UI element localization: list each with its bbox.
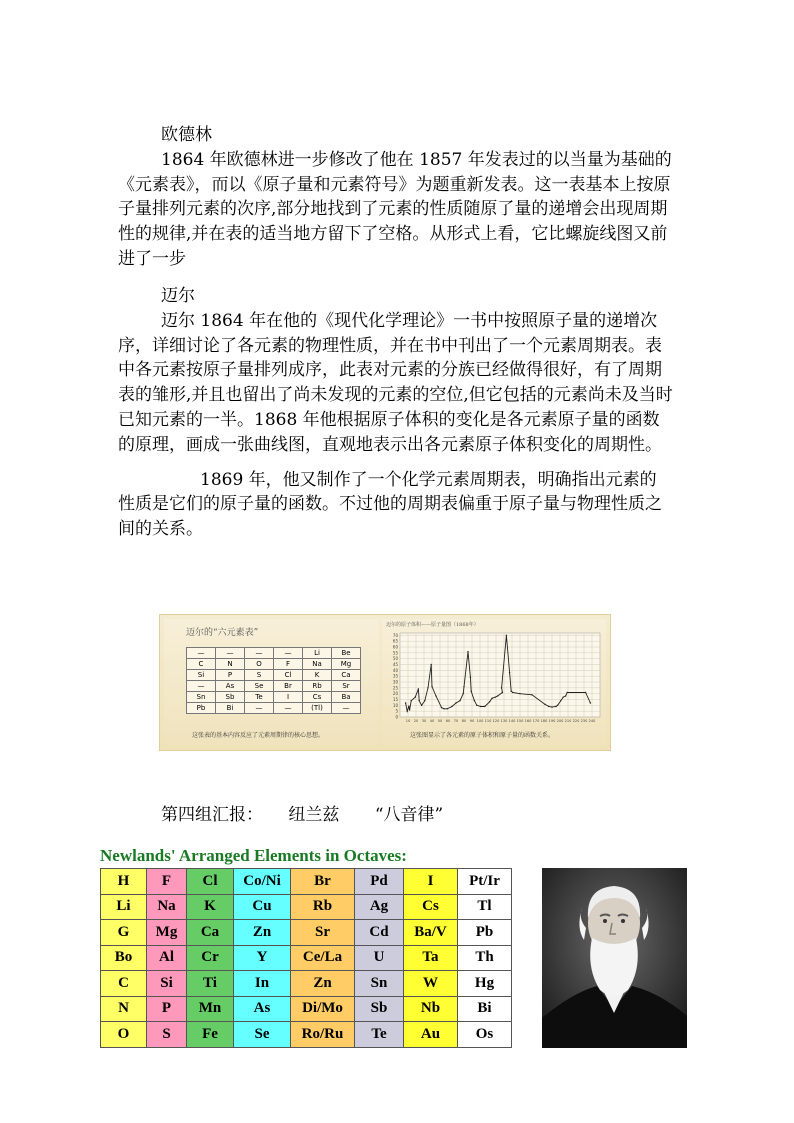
chart-point bbox=[585, 692, 586, 693]
six-table-cell: S bbox=[245, 670, 274, 681]
atomic-volume-chart-title: 迈尔的原子体积——原子量图（1868年） bbox=[386, 622, 479, 628]
chart-point bbox=[443, 708, 444, 709]
octave-cell: U bbox=[355, 945, 404, 971]
six-element-table-panel bbox=[164, 619, 379, 745]
chart-x-tick-label: 240 bbox=[588, 719, 596, 723]
six-table-cell: I bbox=[274, 692, 303, 703]
atomic-volume-chart-panel bbox=[382, 619, 606, 745]
chart-point bbox=[555, 706, 556, 707]
chart-x-tick-label: 40 bbox=[429, 719, 435, 723]
octave-cell: Pt/Ir bbox=[458, 869, 512, 895]
chart-point bbox=[519, 693, 520, 694]
chart-point bbox=[567, 692, 568, 693]
chart-point bbox=[415, 696, 416, 697]
newlands-portrait bbox=[542, 868, 687, 1048]
group4-label: 第四组汇报： bbox=[161, 805, 263, 825]
six-table-cell: Be bbox=[332, 648, 361, 659]
chart-point bbox=[590, 702, 591, 703]
chart-y-tick-label: 25 bbox=[392, 685, 398, 691]
chart-point bbox=[563, 696, 564, 697]
octave-cell: Bo bbox=[101, 945, 147, 971]
section-title-meyer: 迈尔 bbox=[161, 286, 195, 306]
octave-cell: G bbox=[101, 920, 147, 946]
octave-cell: Rb bbox=[291, 894, 355, 920]
chart-x-tick-label: 210 bbox=[564, 719, 572, 723]
six-element-table bbox=[186, 647, 361, 714]
chart-y-tick-label: 0 bbox=[395, 714, 398, 720]
six-table-cell: — bbox=[245, 703, 274, 714]
six-table-cell: As bbox=[216, 681, 245, 692]
chart-x-tick-label: 230 bbox=[580, 719, 588, 723]
octave-cell: Zn bbox=[291, 971, 355, 997]
octave-cell: Pb bbox=[458, 920, 512, 946]
octave-cell: Pd bbox=[355, 869, 404, 895]
octave-cell: Cs bbox=[404, 894, 458, 920]
octave-cell: Mn bbox=[187, 996, 234, 1022]
chart-point bbox=[548, 706, 549, 707]
octave-row bbox=[101, 971, 512, 997]
chart-point bbox=[471, 691, 472, 692]
chart-y-tick-label: 65 bbox=[392, 638, 398, 644]
chart-y-tick-label: 40 bbox=[392, 667, 398, 673]
chart-y-tick-label: 55 bbox=[392, 650, 398, 656]
chart-point bbox=[531, 694, 532, 695]
octave-cell: Fe bbox=[187, 1022, 234, 1048]
chart-point bbox=[467, 651, 468, 652]
six-table-row bbox=[187, 681, 361, 692]
chart-point bbox=[447, 708, 448, 709]
chart-x-tick-label: 10 bbox=[405, 719, 411, 723]
six-table-cell: — bbox=[332, 703, 361, 714]
six-table-cell: Sb bbox=[216, 692, 245, 703]
six-table-cell: Sr bbox=[332, 681, 361, 692]
six-table-cell: — bbox=[274, 703, 303, 714]
octave-cell: Mg bbox=[147, 920, 187, 946]
chart-point bbox=[431, 686, 432, 687]
chart-y-tick-label: 60 bbox=[392, 644, 398, 650]
octave-cell: Ba/V bbox=[404, 920, 458, 946]
chart-point bbox=[506, 635, 507, 636]
six-table-cell: P bbox=[216, 670, 245, 681]
chart-point bbox=[418, 688, 419, 689]
octave-cell: Cu bbox=[234, 894, 291, 920]
six-table-cell: N bbox=[216, 659, 245, 670]
octave-cell: W bbox=[404, 971, 458, 997]
chart-y-tick-label: 10 bbox=[392, 702, 398, 708]
six-table-cell: Ba bbox=[332, 692, 361, 703]
six-table-cell: Ca bbox=[332, 670, 361, 681]
chart-x-tick-label: 80 bbox=[461, 719, 467, 723]
octave-row bbox=[101, 1022, 512, 1048]
chart-point bbox=[419, 700, 420, 701]
chart-x-tick-label: 170 bbox=[532, 719, 540, 723]
meyer-figure bbox=[159, 614, 611, 751]
six-table-cell: Pb bbox=[187, 703, 216, 714]
six-table-cell: — bbox=[187, 648, 216, 659]
section-odling bbox=[118, 123, 673, 272]
octave-cell: P bbox=[147, 996, 187, 1022]
octave-cell: Co/Ni bbox=[234, 869, 291, 895]
chart-point bbox=[560, 700, 561, 701]
octave-cell: Sr bbox=[291, 920, 355, 946]
chart-point bbox=[411, 700, 412, 701]
six-table-row bbox=[187, 670, 361, 681]
six-table-cell: C bbox=[187, 659, 216, 670]
chart-point bbox=[408, 706, 409, 707]
newlands-octave-table bbox=[100, 868, 512, 1048]
section-title-odling: 欧德林 bbox=[161, 125, 212, 145]
chart-x-tick-label: 220 bbox=[572, 719, 580, 723]
chart-y-tick-label: 50 bbox=[392, 656, 398, 662]
octave-cell: Ag bbox=[355, 894, 404, 920]
chart-point bbox=[435, 695, 436, 696]
octave-cell: Sn bbox=[355, 971, 404, 997]
chart-y-tick-label: 20 bbox=[392, 691, 398, 697]
octave-cell: Cd bbox=[355, 920, 404, 946]
chart-point bbox=[489, 701, 490, 702]
six-table-cell: Rb bbox=[303, 681, 332, 692]
chart-x-tick-label: 50 bbox=[437, 719, 443, 723]
chart-point bbox=[495, 696, 496, 697]
octave-row bbox=[101, 996, 512, 1022]
octave-row bbox=[101, 894, 512, 920]
six-table-row bbox=[187, 659, 361, 670]
octave-cell: Au bbox=[404, 1022, 458, 1048]
chart-x-tick-label: 120 bbox=[492, 719, 500, 723]
chart-y-tick-label: 30 bbox=[392, 679, 398, 685]
atomic-volume-chart-caption: 这张图显示了各元素的原子体积和原子量的函数关系。 bbox=[410, 732, 555, 739]
chart-x-tick-label: 60 bbox=[445, 719, 451, 723]
chart-point bbox=[451, 706, 452, 707]
octave-cell: Zn bbox=[234, 920, 291, 946]
paragraph-meyer-2: 1869 年，他又制作了一个化学元素周期表，明确指出元素的性质是它们的原子量的函数。不过他的周期表偏重于原子量与物理性质之间的关系。 bbox=[118, 469, 662, 540]
octave-cell: Y bbox=[234, 945, 291, 971]
octave-cell: Th bbox=[458, 945, 512, 971]
group4-heading bbox=[161, 800, 443, 825]
chart-point bbox=[480, 706, 481, 707]
six-table-cell: Cs bbox=[303, 692, 332, 703]
chart-point bbox=[424, 700, 425, 701]
chart-point bbox=[463, 686, 464, 687]
octave-cell: Li bbox=[101, 894, 147, 920]
six-table-row bbox=[187, 648, 361, 659]
chart-x-tick-label: 150 bbox=[516, 719, 524, 723]
chart-y-tick-label: 70 bbox=[392, 632, 398, 638]
chart-point bbox=[431, 664, 432, 665]
chart-point bbox=[551, 706, 552, 707]
octave-cell: Nb bbox=[404, 996, 458, 1022]
six-table-cell: — bbox=[187, 681, 216, 692]
chart-x-tick-label: 130 bbox=[500, 719, 508, 723]
octave-cell: Te bbox=[355, 1022, 404, 1048]
chart-x-tick-label: 190 bbox=[548, 719, 556, 723]
chart-point bbox=[565, 695, 566, 696]
chart-x-tick-label: 30 bbox=[421, 719, 427, 723]
chart-x-tick-label: 90 bbox=[469, 719, 475, 723]
octave-cell: Os bbox=[458, 1022, 512, 1048]
six-table-cell: Li bbox=[303, 648, 332, 659]
octave-cell: Hg bbox=[458, 971, 512, 997]
chart-point bbox=[501, 687, 502, 688]
octave-cell: Cl bbox=[187, 869, 234, 895]
six-table-cell: Te bbox=[245, 692, 274, 703]
group4-topic: “八音律” bbox=[374, 805, 444, 825]
six-table-cell: Sn bbox=[187, 692, 216, 703]
six-table-row bbox=[187, 703, 361, 714]
octave-cell: Ro/Ru bbox=[291, 1022, 355, 1048]
chart-y-tick-label: 15 bbox=[392, 697, 398, 702]
six-table-row bbox=[187, 692, 361, 703]
chart-point bbox=[557, 705, 558, 706]
chart-point bbox=[427, 687, 428, 688]
six-table-cell: F bbox=[274, 659, 303, 670]
six-table-cell: K bbox=[303, 670, 332, 681]
six-table-cell: Br bbox=[274, 681, 303, 692]
octave-cell: K bbox=[187, 894, 234, 920]
chart-point bbox=[476, 705, 477, 706]
six-table-cell: Bi bbox=[216, 703, 245, 714]
chart-point bbox=[511, 691, 512, 692]
chart-point bbox=[407, 710, 408, 711]
octave-cell: F bbox=[147, 869, 187, 895]
chart-point bbox=[497, 695, 498, 696]
chart-point bbox=[484, 706, 485, 707]
octave-cell: O bbox=[101, 1022, 147, 1048]
octave-cell: Al bbox=[147, 945, 187, 971]
six-table-cell: Na bbox=[303, 659, 332, 670]
octave-cell: Ce/La bbox=[291, 945, 355, 971]
chart-point bbox=[409, 709, 410, 710]
chart-point bbox=[470, 677, 471, 678]
six-table-cell: — bbox=[245, 648, 274, 659]
six-element-table-caption: 这张表的基本内容反应了元素周期律的核心思想。 bbox=[192, 732, 325, 739]
chart-point bbox=[405, 702, 406, 703]
octave-cell: Bi bbox=[458, 996, 512, 1022]
chart-point bbox=[509, 672, 510, 673]
octave-cell: Tl bbox=[458, 894, 512, 920]
newlands-title: Newlands' Arranged Elements in Octaves: bbox=[100, 846, 407, 865]
octave-cell: Ta bbox=[404, 945, 458, 971]
six-table-cell: O bbox=[245, 659, 274, 670]
octave-cell: Ti bbox=[187, 971, 234, 997]
chart-point bbox=[491, 698, 492, 699]
chart-point bbox=[421, 705, 422, 706]
paragraph-odling: 1864 年欧德林进一步修改了他在 1857 年发表过的以当量为基础的《元素表》，而以《原子量和元素符号》为题重新发表。这一表基本上按原子量排列元素的次序,部分地找到了元素的性质随原了量的递增会出现周期性的规律,并在表的适当地方留下了空格。从形式上看，它比螺旋线图又前进了一步 bbox=[118, 149, 672, 269]
six-table-cell: Si bbox=[187, 670, 216, 681]
octave-cell: C bbox=[101, 971, 147, 997]
chart-y-tick-label: 5 bbox=[395, 708, 398, 714]
chart-point bbox=[474, 700, 475, 701]
chart-x-tick-label: 160 bbox=[524, 719, 532, 723]
octave-row bbox=[101, 920, 512, 946]
chart-x-tick-label: 20 bbox=[413, 719, 419, 723]
chart-point bbox=[544, 703, 545, 704]
six-table-cell: Cl bbox=[274, 670, 303, 681]
octave-cell: Na bbox=[147, 894, 187, 920]
atomic-volume-chart bbox=[384, 629, 604, 727]
octave-cell: In bbox=[234, 971, 291, 997]
six-table-cell: (Tl) bbox=[303, 703, 332, 714]
chart-x-tick-label: 200 bbox=[556, 719, 564, 723]
chart-x-tick-label: 70 bbox=[453, 719, 459, 723]
octave-cell: Ca bbox=[187, 920, 234, 946]
octave-cell: Se bbox=[234, 1022, 291, 1048]
chart-x-tick-label: 100 bbox=[476, 719, 484, 723]
chart-point bbox=[455, 702, 456, 703]
chart-x-tick-label: 180 bbox=[540, 719, 548, 723]
six-element-table-title: 迈尔的“六元素表” bbox=[186, 628, 259, 638]
group4-name: 纽兰兹 bbox=[288, 805, 340, 825]
chart-x-tick-label: 110 bbox=[484, 719, 492, 723]
octave-cell: Di/Mo bbox=[291, 996, 355, 1022]
octave-cell: S bbox=[147, 1022, 187, 1048]
chart-point bbox=[512, 692, 513, 693]
six-table-cell: Mg bbox=[332, 659, 361, 670]
octave-cell: Si bbox=[147, 971, 187, 997]
octave-cell: H bbox=[101, 869, 147, 895]
chart-y-tick-label: 35 bbox=[392, 673, 398, 679]
paragraph-meyer-1: 迈尔 1864 年在他的《现代化学理论》一书中按照原子量的递增次序，详细讨论了各元素的物理性质，并在书中刊出了一个元素周期表。表中各元素按原子量排列成序，此表对元素的分族已经做得很好，有了周期表的雏形,并且也留出了尚未发现的元素的空位,但它包括的元素尚未及当时已知元素的一半。1868 年他根据原子体积的变化是各元素原子量的函数的原理，画成一张曲线图，直观地表示出各元素原子体积变化的周期性。 bbox=[118, 310, 673, 455]
octave-cell: I bbox=[404, 869, 458, 895]
six-table-cell: — bbox=[216, 648, 245, 659]
octave-cell: Sb bbox=[355, 996, 404, 1022]
section-meyer bbox=[118, 284, 673, 542]
chart-point bbox=[463, 693, 464, 694]
octave-cell: N bbox=[101, 996, 147, 1022]
chart-point bbox=[459, 700, 460, 701]
six-table-cell: — bbox=[274, 648, 303, 659]
octave-cell: Cr bbox=[187, 945, 234, 971]
chart-point bbox=[502, 692, 503, 693]
octave-cell: As bbox=[234, 996, 291, 1022]
octave-row bbox=[101, 869, 512, 895]
chart-point bbox=[441, 707, 442, 708]
chart-x-tick-label: 140 bbox=[508, 719, 516, 723]
octave-row bbox=[101, 945, 512, 971]
chart-y-tick-label: 45 bbox=[392, 662, 398, 667]
octave-cell: Br bbox=[291, 869, 355, 895]
six-table-cell: Se bbox=[245, 681, 274, 692]
